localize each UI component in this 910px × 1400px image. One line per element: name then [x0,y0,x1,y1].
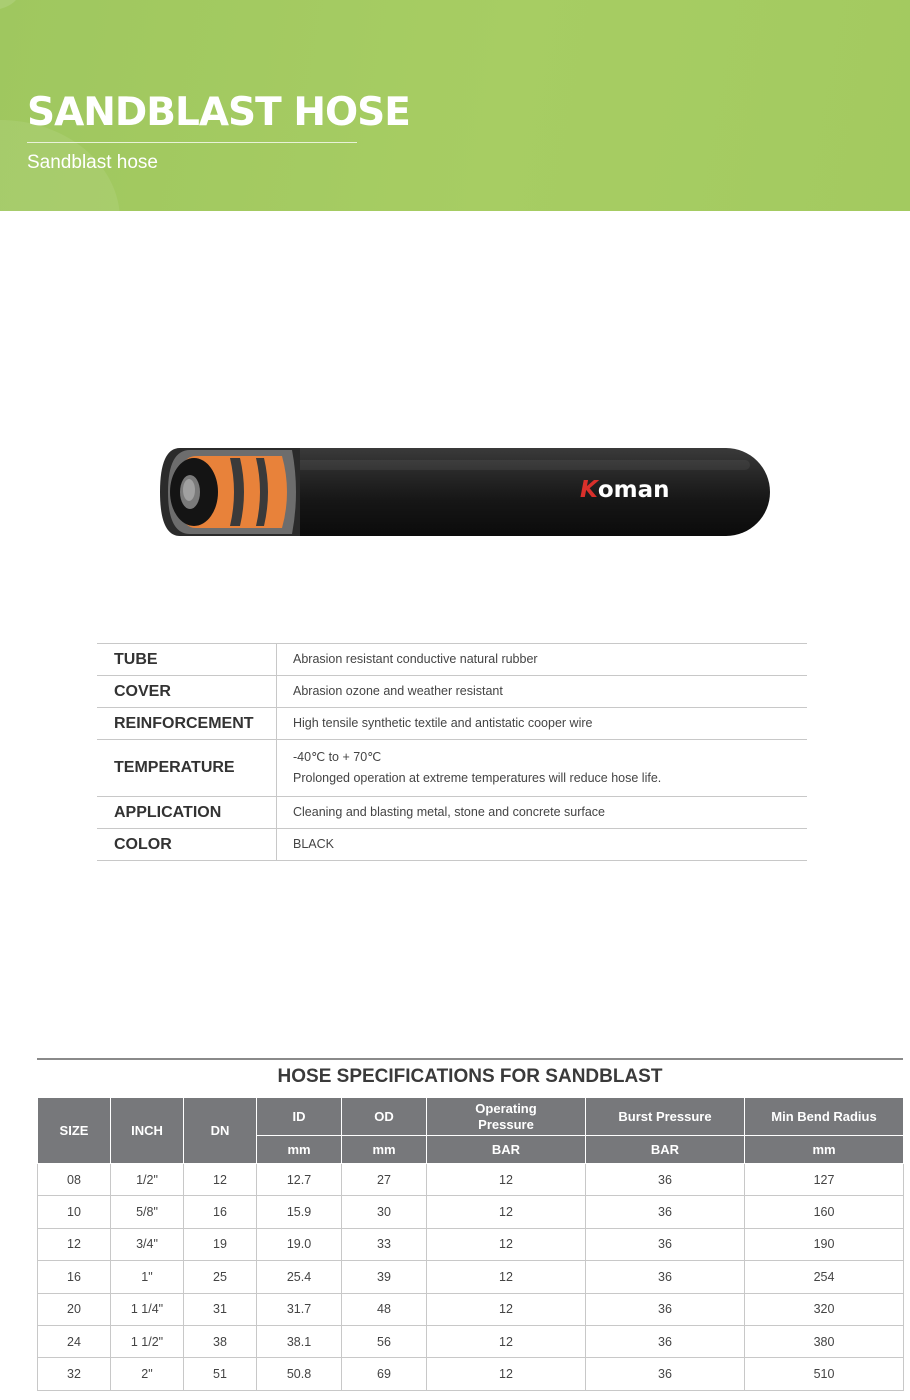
property-label: TUBE [97,644,277,675]
cell-size: 12 [38,1228,111,1260]
property-label: COLOR [97,829,277,860]
cell-burst: 36 [586,1261,745,1293]
property-label: COVER [97,676,277,707]
table-row [38,1325,904,1357]
cell-bend: 320 [745,1293,904,1325]
cell-operating: 12 [427,1261,586,1293]
property-row [97,708,807,740]
cell-burst: 36 [586,1293,745,1325]
spec-divider [37,1058,903,1060]
title-divider [27,142,357,143]
cell-id: 50.8 [257,1358,342,1390]
property-value: Cleaning and blasting metal, stone and concrete surface [293,805,605,819]
unit-od: mm [342,1136,427,1164]
cell-dn: 25 [184,1261,257,1293]
hose-product-image [150,438,790,548]
table-row [38,1293,904,1325]
table-row [38,1261,904,1293]
cell-burst: 36 [586,1164,745,1196]
cell-id: 12.7 [257,1164,342,1196]
cell-inch: 3/4" [111,1228,184,1260]
property-row [97,829,807,861]
cell-inch: 1 1/4" [111,1293,184,1325]
cell-size: 24 [38,1325,111,1357]
cell-dn: 38 [184,1325,257,1357]
col-dn: DN [184,1098,257,1164]
property-value: BLACK [293,837,334,851]
cell-dn: 51 [184,1358,257,1390]
cell-bend: 380 [745,1325,904,1357]
header-banner [0,0,910,211]
cell-operating: 12 [427,1358,586,1390]
property-value: Abrasion resistant conductive natural rubber [293,652,538,666]
cell-size: 10 [38,1196,111,1228]
table-row [38,1164,904,1196]
cell-id: 38.1 [257,1325,342,1357]
cell-operating: 12 [427,1293,586,1325]
table-row [38,1228,904,1260]
col-id: ID [257,1098,342,1136]
cell-dn: 12 [184,1164,257,1196]
col-burst-pressure: Burst Pressure [586,1098,745,1136]
property-label: TEMPERATURE [97,740,277,796]
cell-burst: 36 [586,1228,745,1260]
col-od: OD [342,1098,427,1136]
cell-od: 33 [342,1228,427,1260]
cell-operating: 12 [427,1196,586,1228]
cell-od: 30 [342,1196,427,1228]
unit-bend: mm [745,1136,904,1164]
cell-burst: 36 [586,1358,745,1390]
hose-cross-section [160,446,300,538]
cell-burst: 36 [586,1196,745,1228]
cell-bend: 160 [745,1196,904,1228]
cell-od: 56 [342,1325,427,1357]
property-label: APPLICATION [97,797,277,828]
table-row [38,1358,904,1390]
cell-size: 08 [38,1164,111,1196]
property-row [97,644,807,676]
col-inch: INCH [111,1098,184,1164]
cell-dn: 31 [184,1293,257,1325]
cell-bend: 127 [745,1164,904,1196]
cell-bend: 190 [745,1228,904,1260]
cell-size: 32 [38,1358,111,1390]
cell-inch: 2" [111,1358,184,1390]
property-value: Abrasion ozone and weather resistant [293,684,503,698]
cell-operating: 12 [427,1325,586,1357]
cell-size: 20 [38,1293,111,1325]
cell-inch: 1/2" [111,1164,184,1196]
cell-operating: 12 [427,1164,586,1196]
cell-id: 19.0 [257,1228,342,1260]
cell-id: 25.4 [257,1261,342,1293]
spec-title: HOSE SPECIFICATIONS FOR SANDBLAST [277,1066,663,1087]
page-subtitle: Sandblast hose [27,152,158,173]
cell-id: 31.7 [257,1293,342,1325]
cell-burst: 36 [586,1325,745,1357]
cell-bend: 254 [745,1261,904,1293]
cell-od: 39 [342,1261,427,1293]
cell-inch: 1 1/2" [111,1325,184,1357]
property-value: High tensile synthetic textile and antistatic cooper wire [293,716,593,730]
page-title: SANDBLAST HOSE [27,90,410,135]
unit-burst: BAR [586,1136,745,1164]
property-row [97,740,807,797]
col-min-bend-radius: Min Bend Radius [745,1098,904,1136]
property-value: -40℃ to + 70℃ Prolonged operation at extreme temperatures will reduce hose life. [293,750,662,785]
cell-operating: 12 [427,1228,586,1260]
cell-size: 16 [38,1261,111,1293]
cell-dn: 16 [184,1196,257,1228]
col-size: SIZE [38,1098,111,1164]
cell-od: 48 [342,1293,427,1325]
unit-operating: BAR [427,1136,586,1164]
spec-table [37,1097,904,1391]
cell-dn: 19 [184,1228,257,1260]
cell-od: 27 [342,1164,427,1196]
table-row [38,1196,904,1228]
brand-logo: Koman [580,477,670,503]
properties-table [97,643,807,861]
cell-bend: 510 [745,1358,904,1390]
property-label: REINFORCEMENT [97,708,277,739]
col-operating-pressure: Operating Pressure [427,1098,586,1136]
decorative-swoosh [0,0,20,10]
cell-id: 15.9 [257,1196,342,1228]
property-row [97,676,807,708]
cell-inch: 5/8" [111,1196,184,1228]
unit-id: mm [257,1136,342,1164]
cell-od: 69 [342,1358,427,1390]
cell-inch: 1" [111,1261,184,1293]
property-row [97,797,807,829]
